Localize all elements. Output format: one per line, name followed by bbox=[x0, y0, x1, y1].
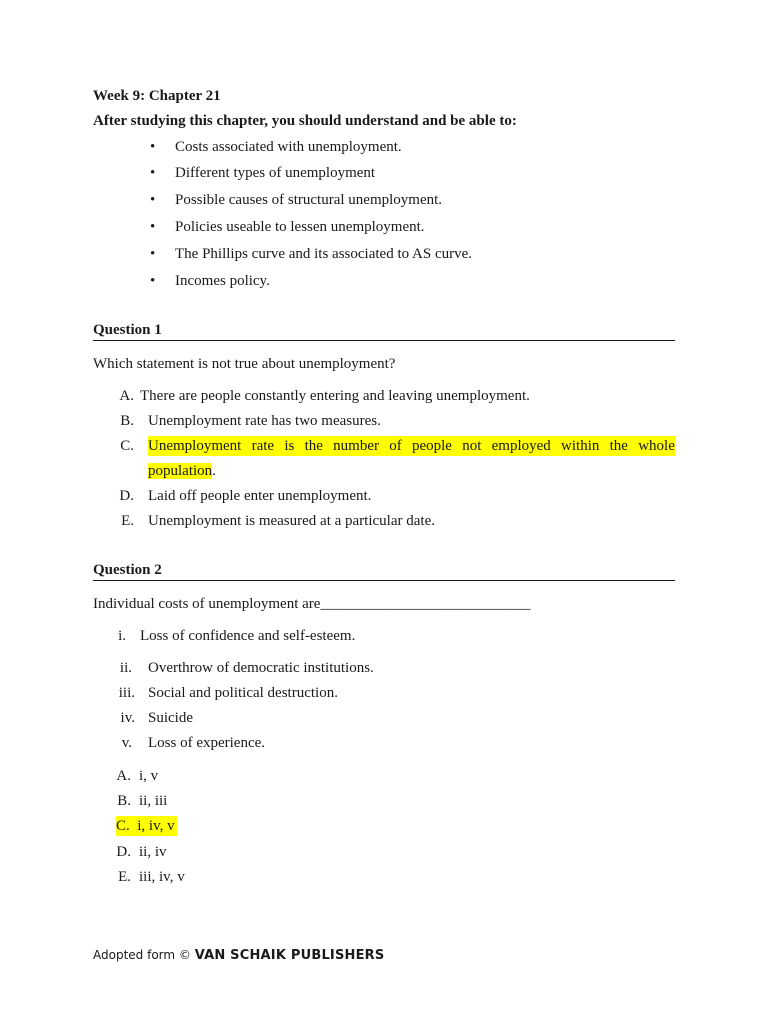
bullet-icon: • bbox=[150, 246, 156, 262]
punctuation: . bbox=[212, 463, 216, 479]
objective-item: Incomes policy. bbox=[175, 273, 270, 289]
option-label: A. bbox=[116, 768, 131, 784]
bullet-icon: • bbox=[150, 192, 156, 208]
item-text: Loss of confidence and self-esteem. bbox=[140, 628, 356, 644]
option-label: B. bbox=[120, 413, 134, 429]
option-text: Laid off people enter unemployment. bbox=[148, 488, 372, 504]
answer-word: is bbox=[284, 438, 295, 454]
bullet-icon: • bbox=[150, 139, 156, 155]
option-label: C. bbox=[116, 818, 130, 834]
objective-item: Policies useable to lessen unemployment. bbox=[175, 219, 425, 235]
item-label: v. bbox=[121, 735, 132, 751]
highlighted-answer bbox=[148, 436, 675, 456]
answer-word: rate bbox=[251, 438, 275, 454]
item-label: ii. bbox=[119, 660, 132, 676]
question-2-prompt: Individual costs of unemployment are____________________________ bbox=[93, 596, 531, 612]
answer-word: employed bbox=[491, 438, 551, 454]
objective-item: Different types of unemployment bbox=[175, 165, 376, 181]
answer-word: the bbox=[609, 438, 628, 454]
option-label: E. bbox=[118, 869, 131, 885]
option-label: C. bbox=[120, 438, 134, 454]
highlighted-word: population bbox=[148, 463, 213, 479]
item-label: i. bbox=[118, 628, 126, 644]
answer-word: within bbox=[561, 438, 600, 454]
highlighted-answer bbox=[116, 816, 177, 836]
intro-text: After studying this chapter, you should understand and be able to: bbox=[93, 113, 517, 129]
option-text: ii, iv bbox=[139, 844, 167, 860]
option-label: E. bbox=[121, 513, 134, 529]
question-2-heading: Question 2 bbox=[93, 561, 675, 581]
bullet-icon: • bbox=[150, 273, 156, 289]
item-label: iv. bbox=[120, 710, 135, 726]
item-text: Loss of experience. bbox=[148, 735, 266, 751]
question-1-heading: Question 1 bbox=[93, 321, 675, 341]
option-label: D. bbox=[116, 844, 131, 860]
item-text: Suicide bbox=[148, 710, 193, 726]
answer-word: of bbox=[389, 438, 402, 454]
option-text: iii, iv, v bbox=[139, 869, 185, 885]
bullet-icon: • bbox=[150, 165, 156, 181]
answer-word: number bbox=[333, 438, 379, 454]
item-text: Social and political destruction. bbox=[148, 685, 338, 701]
option-text: ii, iii bbox=[139, 793, 168, 809]
objective-item: Possible causes of structural unemployment. bbox=[175, 192, 443, 208]
page-footer bbox=[93, 946, 384, 965]
option-text: There are people constantly entering and leaving unemployment. bbox=[140, 388, 530, 404]
answer-word: people bbox=[411, 438, 452, 454]
option-label: A. bbox=[119, 388, 134, 404]
objective-item: The Phillips curve and its associated to AS curve. bbox=[175, 246, 473, 262]
answer-word: the bbox=[304, 438, 323, 454]
option-text: Unemployment rate has two measures. bbox=[148, 413, 381, 429]
option-text: Unemployment is measured at a particular date. bbox=[148, 513, 435, 529]
bullet-icon: • bbox=[150, 219, 156, 235]
option-text-continued bbox=[148, 461, 216, 481]
answer-word: whole bbox=[638, 438, 675, 454]
page-title: Week 9: Chapter 21 bbox=[93, 88, 221, 104]
answer-word: not bbox=[462, 438, 482, 454]
objective-item: Costs associated with unemployment. bbox=[175, 139, 402, 155]
item-label: iii. bbox=[118, 685, 135, 701]
question-1-prompt: Which statement is not true about unemployment? bbox=[93, 356, 396, 372]
option-text: i, iv, v bbox=[137, 818, 175, 834]
item-text: Overthrow of democratic institutions. bbox=[148, 660, 374, 676]
footer-prefix: Adopted form © bbox=[93, 948, 191, 962]
option-label: D. bbox=[119, 488, 134, 504]
option-label: B. bbox=[117, 793, 131, 809]
option-text: i, v bbox=[139, 768, 159, 784]
publisher-name: VAN SCHAIK PUBLISHERS bbox=[194, 948, 385, 963]
answer-word: Unemployment bbox=[148, 438, 242, 454]
